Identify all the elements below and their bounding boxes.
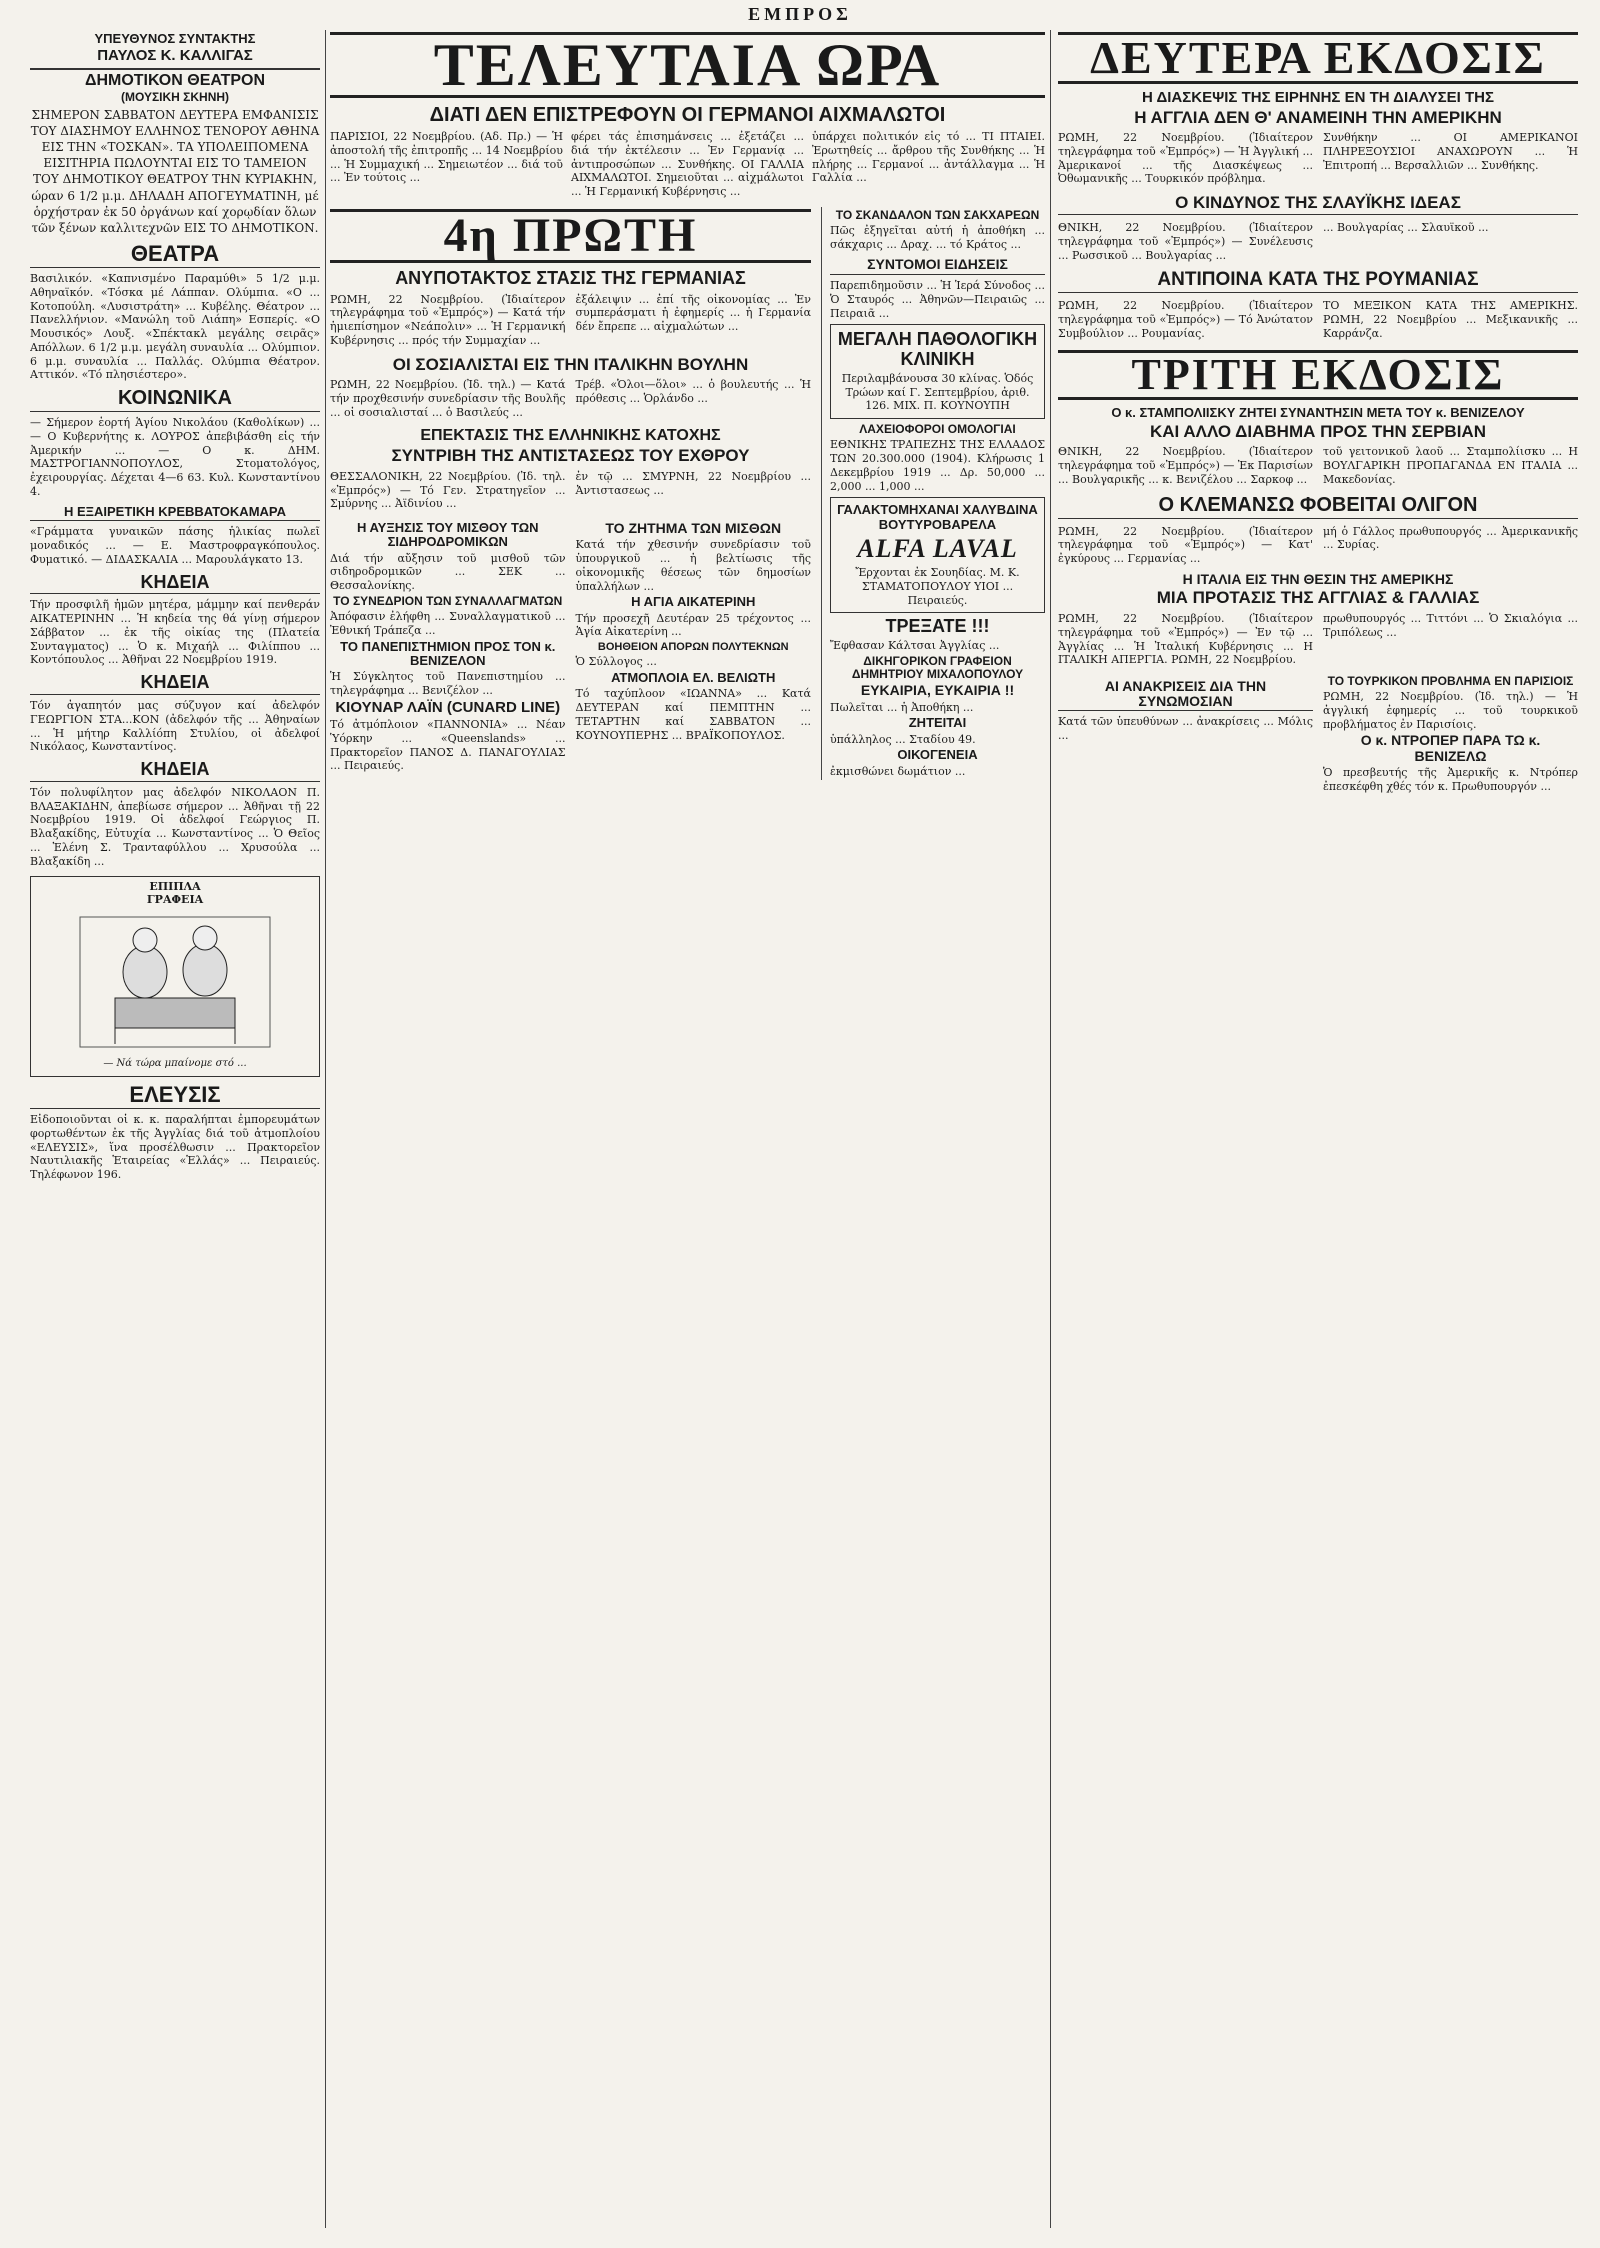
- kedia3-body: Τόν πολυφίλητον μας ἀδελφόν ΝΙΚΟΛΑΟΝ Π. ΒΛΑΞΑΚΙΔΗΝ, ἀπεβίωσε σήμερον ... Ἀθῆναι τῇ 22 Νοεμβρίου 1919. Οἱ ἀδελφοί Γεώργιος Π. Βλαξακίδης, Εὐτυχία ... Κωνσταντίνος ... Ὁ Θεῖος ... Ἑλένη Σ. Τρανταφύλλου ... Χρυσούλα ... Βλαξακίδη ...: [30, 785, 320, 868]
- clemenceau-headline: Ο ΚΛΕΜΑΝΣΩ ΦΟΒΕΙΤΑΙ ΟΛΙΓΟΝ: [1058, 495, 1578, 519]
- rail-wages-body: Διά τήν αὔξησιν τοῦ μισθοῦ τῶν σιδηροδρομικῶν ... ΣΕΚ ... Θεσσαλονίκης.: [330, 551, 566, 593]
- peace-conference-headline: Η ΔΙΑΣΚΕΨΙΣ ΤΗΣ ΕΙΡΗΝΗΣ ΕΝ ΤΗ ΔΙΑΛΥΣΕΙ ΤΗΣ: [1142, 89, 1494, 106]
- theatre-sub: (ΜΟΥΣΙΚΗ ΣΚΗΝΗ): [120, 90, 230, 105]
- serbia-headline: ΚΑΙ ΑΛΛΟ ΔΙΑΒΗΜΑ ΠΡΟΣ ΤΗΝ ΣΕΡΒΙΑΝ: [1150, 421, 1486, 441]
- droper-body: Ὁ πρεσβευτής τῆς Ἀμερικῆς κ. Ντρόπερ ἐπεσκέφθη χθές τόν κ. Πρωθυπουργόν ...: [1323, 766, 1578, 793]
- opportunity-headline: ΕΥΚΑΙΡΙΑ, ΕΥΚΑΙΡΙΑ !!: [860, 682, 1015, 699]
- sugar-scandal-headline: ΤΟ ΣΚΑΝΔΑΛΟΝ ΤΩΝ ΣΑΚΧΑΡΕΩΝ: [835, 207, 1040, 222]
- third-edition-title: ΤΡΙΤΗ ΕΚΔΟΣΙΣ: [1058, 350, 1578, 400]
- romania-body-2: ΤΟ ΜΕΞΙΚΟΝ ΚΑΤΑ ΤΗΣ ΑΜΕΡΙΚΗΣ. ΡΩΜΗ, 22 Νοεμβρίου ... Μεξικανικῆς ... Καρράνζα.: [1323, 299, 1578, 340]
- wanted-headline: ΖΗΤΕΙΤΑΙ: [908, 715, 967, 731]
- dairy-body: Ἔρχονται ἐκ Σουηδίας. Μ. Κ. ΣΤΑΜΑΤΟΠΟΥΛΟΥ ΥΙΟΙ ... Πειραιεύς.: [855, 566, 1020, 607]
- pows-body-2: φέρει τάς ἐπισημάνσεις ... ἐξετάζει ... διά τήν ἐκτέλεσιν ... Ἐν Γερμανίᾳ ... ἀντιπροσώπων ... Συνθήκης. ΟΙ ΓΑΛΛΙΑ ΑΙΧΜΑΛΩΤΟΙ. Σημειοῦται ... αἰχμάλωτοι ... Ἡ Γερμανική Κυβέρνησις ...: [571, 130, 804, 198]
- romania-headline: ΑΝΤΙΠΟΙΝΑ ΚΑΤΑ ΤΗΣ ΡΟΥΜΑΝΙΑΣ: [1058, 270, 1578, 293]
- theatres-heading: ΘΕΑΤΡΑ: [30, 242, 320, 268]
- germany-body-1: ΡΩΜΗ, 22 Νοεμβρίου. (Ἰδιαίτερον τηλεγράφημα τοῦ «Ἐμπρός») — Κατά τήν ἡμιεπίσημον «Νεάπολιν» ... Ἡ Γερμανική Κυβέρνησις ... πρός τήν Συμμαχίαν ...: [330, 292, 566, 347]
- relief-body: Ὁ Σύλλογος ...: [575, 655, 657, 669]
- editor-label: ΥΠΕΥΘΥΝΟΣ ΣΥΝΤΑΚΤΗΣ: [94, 31, 256, 46]
- second-edition-title: ΔΕΥΤΕΡΑ ΕΚΔΟΣΙΣ: [1058, 32, 1578, 84]
- england-headline: Η ΑΓΓΛΙΑ ΔΕΝ Θ' ΑΝΑΜΕΙΝΗ ΤΗΝ ΑΜΕΡΙΚΗΝ: [1134, 107, 1502, 127]
- social-body: — Σήμερον ἑορτή Ἁγίου Νικολάου (Καθολίκων) ... — Ο Κυβερνήτης κ. ΛΟΥΡΟΣ ἀπεβιβάσθη εἰς τήν Ἀμερικήν ... — Ο κ. ΔΗΜ. ΜΑΣΤΡΟΓΙΑΝΝΟΠΟΥΛΟΣ, Στοματολόγος, ἐχειρουργίας. Δέχεται 4—6 63. Κυλ. Κωνσταντίνου 4.: [30, 416, 320, 498]
- sugar-scandal-body: Πῶς ἐξηγεῖται αὐτή ἡ ἀποθήκη ... σάκχαρις ... Δραχ. ... τό Κράτος ...: [830, 223, 1045, 251]
- furniture-ad: [30, 876, 320, 1077]
- bonds-headline: ΛΑΧΕΙΟΦΟΡΟΙ ΟΜΟΛΟΓΙΑΙ: [859, 422, 1016, 437]
- theatres-body: Βασιλικόν. «Καπνισμένο Παραμύθι» 5 1/2 μ.μ. Αθηναϊκόν. «Τόσκα μέ Λάππαν. Ολύμπια. «Ο ... Κοτοπούλη. «Λυσιστράτη» ... Κυβέλης. Θέατρον ... Πανελλήνιον. «Μανώλη τοῦ Λιάπη» Εσπερίς. «Ο Μουσικός» Λουξ. «Σπέκτακλ μεγάλης σειρᾶς» Απόλλων. 6 1/2 μ.μ. μεγάλη συναυλία ... Ολύμπιον. 6 μ.μ. συναυλία ... Παλλάς. Ολύμπια Θέατρον. Αττικόν. «Τό πλησιέστερο».: [30, 272, 320, 382]
- cunard-headline: ΚΙΟΥΝΑΡ ΛΑΪΝ (CUNARD LINE): [335, 698, 561, 716]
- eleusis-body: Εἰδοποιοῦνται οἱ κ. κ. παραλήπται ἐμπορευμάτων φορτωθέντων ἐκ τῆς Ἀγγλίας διά τοῦ ἀτμοπλοίου «ΕΛΕΥΣΙΣ», ἵνα προσέλθωσιν ... Πρακτορεῖον Ναυτιλιακῆς Ἑταιρείας «Ἑλλάς» ... Πειραιεύς. Τηλέφωνον 196.: [30, 1113, 320, 1182]
- pows-body-1: ΠΑΡΙΣΙΟΙ, 22 Νοεμβρίου. (Αδ. Πρ.) — Ἡ ἀποστολή τῆς ἐπιτροπῆς ... 14 Νοεμβρίου ... Ἡ Συμμαχική ... Σημειωτέον ... διά τοῦ ... Ἐν τούτοις ...: [330, 130, 563, 185]
- column-rule: [1050, 30, 1051, 2228]
- beliotis-body: Τό ταχύπλοον «ΙΩΑΝΝΑ» ... Κατά ΔΕΥΤΕΡΑΝ καί ΠΕΜΠΤΗΝ ... ΤΕΤΑΡΤΗΝ καί ΣΑΒΒΑΤΟΝ ... ΚΟΥΝΟΥΠΕΡΗΣ ... ΒΡΑΪΚΟΠΟΥΛΟΣ.: [575, 687, 811, 742]
- dairy-headline: ΓΑΛΑΚΤΟΜΗΧΑΝΑΙ ΧΑΛΥΒΔΙΝΑ ΒΟΥΤΥΡΟΒΑΡΕΛΑ: [837, 502, 1038, 532]
- exchange-headline: ΤΟ ΣΥΝΕΔΡΙΟΝ ΤΩΝ ΣΥΝΑΛΛΑΓΜΑΤΩΝ: [333, 593, 563, 608]
- rail-wages-headline: Η ΑΥΞΗΣΙΣ ΤΟΥ ΜΙΣΘΟΥ ΤΩΝ ΣΙΔΗΡΟΔΡΟΜΙΚΩΝ: [356, 520, 539, 550]
- serbia-body-1: ΘΝΙΚΗ, 22 Νοεμβρίου. (Ἰδιαίτερον τηλεγράφημα τοῦ «Ἐμπρός») — Ἐκ Παρισίων ... Βουλγαρικῆς ... κ. Βενιζέλου ... Σαρκοφ ...: [1058, 445, 1313, 486]
- proposal-body-2: πρωθυπουργός ... Τιττόνι ... Ὁ Σκιαλόγια ... Τριπόλεως ...: [1323, 612, 1578, 639]
- wanted-body: ὑπάλληλος ... Σταδίου 49.: [830, 732, 976, 746]
- occupation-headline: ΕΠΕΚΤΑΣΙΣ ΤΗΣ ΕΛΛΗΝΙΚΗΣ ΚΑΤΟΧΗΣ: [420, 427, 721, 445]
- family-headline: ΟΙΚΟΓΕΝΕΙΑ: [897, 747, 978, 763]
- eleusis-heading: ΕΛΕΥΣΙΣ: [30, 1083, 320, 1109]
- clemenceau-body-1: ΡΩΜΗ, 22 Νοεμβρίου. (Ἰδιαίτερον τηλεγράφημα τοῦ «Ἐμπρός») — Κατ' ἐγκύρους ... Γερμανίας ...: [1058, 524, 1313, 566]
- investigations-headline: ΑΙ ΑΝΑΚΡΙΣΕΙΣ ΔΙΑ ΤΗΝ ΣΥΝΩΜΟΣΙΑΝ: [1058, 679, 1313, 711]
- run-headline: ΤΡΕΞΑΤΕ !!!: [885, 616, 990, 637]
- saint-catherine-headline: Η ΑΓΙΑ ΑΙΚΑΤΕΡΙΝΗ: [631, 594, 756, 610]
- cunard-body: Τό ἀτμόπλοιον «ΠΑΝΝΟΝΙΑ» ... Νέαν Ὑόρκην ... «Queenslands» ... Πρακτορεῖον ΠΑΝΟΣ Δ. ΠΑΝΑΓΟΥΛΙΑΣ ... Πειραιεύς.: [330, 718, 566, 773]
- england-body-2: Συνθήκην ... ΟΙ ΑΜΕΡΙΚΑΝΟΙ ΠΛΗΡΕΞΟΥΣΙΟΙ ΑΝΑΧΩΡΟΥΝ ... Ἡ Ἐπιτροπή ... Βερσαλλιῶν ... Συνθήκης.: [1323, 131, 1578, 172]
- last-hour-title: ΤΕΛΕΥΤΑΙΑ ΩΡΑ: [330, 32, 1045, 98]
- opportunity-body: Πωλεῖται ... ἡ Ἀποθήκη ...: [830, 700, 974, 714]
- kedia3-heading: ΚΗΔΕΙΑ: [30, 760, 320, 782]
- university-headline: ΤΟ ΠΑΝΕΠΙΣΤΗΜΙΟΝ ΠΡΟΣ ΤΟΝ κ. ΒΕΝΙΖΕΛΟΝ: [340, 638, 556, 668]
- run-body: Ἔφθασαν Κάλτσαι Ἀγγλίας ...: [830, 639, 1000, 653]
- exchange-body: Ἀπόφασιν ἐλήφθη ... Συναλλαγματικοῦ ... Ἐθνική Τράπεζα ...: [330, 610, 566, 637]
- stamboliyski-headline: Ο κ. ΣΤΑΜΠΟΛΙΙΣΚΥ ΖΗΤΕΙ ΣΥΝΑΝΤΗΣΙΝ ΜΕΤΑ ΤΟΥ κ. ΒΕΝΙΖΕΛΟΥ: [1111, 405, 1525, 421]
- column-rule: [325, 30, 326, 2228]
- socialists-headline: ΟΙ ΣΟΣΙΑΛΙΣΤΑΙ ΕΙΣ ΤΗΝ ΙΤΑΛΙΚΗΝ ΒΟΥΛΗΝ: [392, 354, 749, 374]
- ad-label-furniture: ΕΠΙΠΛΑ: [149, 880, 201, 894]
- law-office-headline: ΔΙΚΗΓΟΡΙΚΟΝ ΓΡΑΦΕΙΟΝ ΔΗΜΗΤΡΙΟΥ ΜΙΧΑΛΟΠΟΥΛΟΥ: [851, 653, 1024, 681]
- editor-name: ΠΑΥΛΟΣ Κ. ΚΑΛΛΙΓΑΣ: [30, 48, 320, 70]
- saint-catherine-body: Τήν προσεχῆ Δευτέραν 25 τρέχοντος ... Ἁγία Αἰκατερίνη ...: [575, 611, 811, 639]
- socialists-body-1: ΡΩΜΗ, 22 Νοεμβρίου. (Ἰδ. τηλ.) — Κατά τήν προχθεσινήν συνεδρίασιν τῆς Βουλῆς ... οἱ σοσιαλισταί ... ὁ Βασιλεύς ...: [330, 378, 566, 419]
- slavic-body-2: ... Βουλγαρίας ... Σλαυϊκοῦ ...: [1323, 221, 1489, 235]
- middle-column: [330, 30, 1045, 2228]
- germany-headline: ΑΝΥΠΟΤΑΚΤΟΣ ΣΤΑΣΙΣ ΤΗΣ ΓΕΡΜΑΝΙΑΣ: [395, 267, 746, 288]
- kedia-heading: ΚΗΔΕΙΑ: [30, 573, 320, 595]
- left-column: [30, 30, 320, 2228]
- proposal-headline: ΜΙΑ ΠΡΟΤΑΣΙΣ ΤΗΣ ΑΓΓΛΙΑΣ & ΓΑΛΛΙΑΣ: [1156, 588, 1480, 608]
- slavic-body-1: ΘΝΙΚΗ, 22 Νοεμβρίου. (Ἰδιαίτερον τηλεγράφημα τοῦ «Ἐμπρός») — Συνέλευσις ... Ρωσσικοῦ ... Βουλγαρίας ...: [1058, 221, 1313, 262]
- kedia2-body: Τόν ἀγαπητόν μας σύζυγον καί ἀδελφόν ΓΕΩΡΓΙΟΝ ΣΤΑ...ΚΟΝ (ἀδελφόν τῆς ... Ἀθηναίων ... Ἡ μήτηρ Καλλίόπη Στυλίου, οἱ ἀδελφοί Νικόλαος, Κωνσταντίνος.: [30, 699, 320, 754]
- clinic-headline: ΜΕΓΑΛΗ ΠΑΘΟΛΟΓΙΚΗ ΚΛΙΝΙΚΗ: [837, 329, 1038, 370]
- cartoon-illustration: [75, 912, 275, 1052]
- alfa-laval-brand: ALFA LAVAL: [857, 534, 1018, 563]
- clinic-body: Περιλαμβάνουσα 30 κλίνας. Ὁδός Τρώων καί Γ. Σεπτεμβρίου, ἀριθ. 126. ΜΙΧ. Π. ΚΟΥΝΟΥΠΗ: [841, 371, 1034, 413]
- university-body: Ἡ Σύγκλητος τοῦ Πανεπιστημίου ... τηλεγράφημα ... Βενιζέλον ...: [330, 670, 566, 697]
- apartment-body: «Γράμματα γυναικῶν πάσης ἡλικίας πωλεῖ μοναδικός ... — Ε. Μαστροφραγκόπουλος. Φυματικό. — ΔΙΔΑΣΚΑΛΙΑ ... Μαρουλάγκατο 13.: [30, 525, 320, 566]
- beliotis-headline: ΑΤΜΟΠΛΟΙΑ ΕΛ. ΒΕΛΙΩΤΗ: [611, 670, 776, 686]
- clemenceau-body-2: μή ὁ Γάλλος πρωθυπουργός ... Ἀμερικανικῆς ... Συρίας.: [1323, 524, 1578, 552]
- masthead: ΕΜΠΡΟΣ: [748, 4, 852, 24]
- serbia-body-2: τοῦ γειτονικοῦ λαοῦ ... Σταμπολίισκυ ... Η ΒΟΥΛΓΑΡΙΚΗ ΠΡΟΠΑΓΑΝΔΑ ΕΝ ΙΤΑΛΙΑ ... Μακεδονίας.: [1323, 445, 1578, 486]
- occupation-body-1: ΘΕΣΣΑΛΟΝΙΚΗ, 22 Νοεμβρίου. (Ἰδ. τηλ. «Ἐμπρός») — Τό Γεν. Στρατηγεῖον ... Σμύρνης ... Ἀϊδινίου ...: [330, 469, 566, 511]
- social-heading: ΚΟΙΝΩΝΙΚΑ: [30, 388, 320, 412]
- fourth-edition-title: 4η ΠΡΩΤΗ: [330, 209, 811, 263]
- kedia2-heading: ΚΗΔΕΙΑ: [30, 673, 320, 695]
- england-body-1: ΡΩΜΗ, 22 Νοεμβρίου. (Ἰδιαίτερον τηλεγράφημα τοῦ «Ἐμπρός») — Ἡ Ἀγγλική ... Ἀμερικανοί ... τῆς Διασκέψεως ... Ὀθωμανικῆς ... Τουρκικόν πρόβλημα.: [1058, 131, 1313, 186]
- kedia-body: Τήν προσφιλῆ ἡμῶν μητέρα, μάμμην καί πενθεράν ΑΙΚΑΤΕΡΙΝΗΝ ... Ἡ κηδεία της θά γίνῃ σήμερον Σάββατον ... ἐκ τῆς οἰκίας της (Πλατεία Συνταγματος) ... Ὁ κ. Μιχαήλ ... Φιλίππου ... Κοντόπουλος ... Ἀθῆναι 22 Νοεμβρίου 1919.: [30, 598, 320, 667]
- apartment-heading: Η ΕΞΑΙΡΕΤΙΚΗ ΚΡΕΒΒΑΤΟΚΑΜΑΡΑ: [30, 505, 320, 522]
- occupation-body-2: ἐν τῷ ... ΣΜΥΡΝΗ, 22 Νοεμβρίου ... Ἀντιστασεως ...: [575, 469, 811, 497]
- relief-headline: ΒΟΗΘΕΙΟΝ ΑΠΟΡΩΝ ΠΟΛΥΤΕΚΝΩΝ: [597, 641, 789, 654]
- brief-news-body: Παρεπιδημοῦσιν ... Ἡ Ἱερά Σύνοδος ... Ὁ Σταυρός ... Ἀθηνῶν—Πειραιῶς ... Πειραιᾶ ...: [830, 279, 1045, 320]
- occupation-subheadline: ΣΥΝΤΡΙΒΗ ΤΗΣ ΑΝΤΙΣΤΑΣΕΩΣ ΤΟΥ ΕΧΘΡΟΥ: [391, 446, 750, 466]
- salaries-headline: ΤΟ ΖΗΤΗΜΑ ΤΩΝ ΜΙΣΘΩΝ: [605, 520, 782, 537]
- cartoon-caption: — Νά τώρα μπαίνομε στό ...: [103, 1058, 247, 1070]
- salaries-body: Κατά τήν χθεσινήν συνεδρίασιν τοῦ ὑπουργικοῦ ... ἡ βελτίωσις τῆς οἰκονομικῆς θέσεως τῶν δημοσίων ὑπαλλήλων ...: [575, 538, 811, 593]
- turkish-problem-headline: ΤΟ ΤΟΥΡΚΙΚΟΝ ΠΡΟΒΛΗΜΑ ΕΝ ΠΑΡΙΣΙΟΙΣ: [1327, 674, 1574, 689]
- italy-headline: Η ΙΤΑΛΙΑ ΕΙΣ ΤΗΝ ΘΕΣΙΝ ΤΗΣ ΑΜΕΡΙΚΗΣ: [1182, 570, 1454, 587]
- right-column: [1058, 30, 1578, 2228]
- ad-label-office: ΓΡΑΦΕΙΑ: [146, 893, 204, 907]
- bonds-body: ΕΘΝΙΚΗΣ ΤΡΑΠΕΖΗΣ ΤΗΣ ΕΛΛΑΔΟΣ ΤΩΝ 20.300.000 (1904). Κλήρωσις 1 Δεκεμβρίου 1919 ... Δρ. 50,000 ... 2,000 ... 1,000 ...: [830, 438, 1045, 493]
- socialists-body-2: Τρέβ. «Ὁλοι—ὅλοι» ... ὁ βουλευτής ... Ἡ πρόθεσις ... Ὁρλάνδο ...: [575, 378, 811, 405]
- family-body: ἐκμισθώνει δωμάτιον ...: [830, 764, 966, 778]
- proposal-body-1: ΡΩΜΗ, 22 Νοεμβρίου. (Ἰδιαίτερον τηλεγράφημα τοῦ «Ἐμπρός») — Ἐν τῷ ... Ἀγγλίας ... Ἡ Ἰταλική Κυβέρνησις ... Η ΙΤΑΛΙΚΗ ΑΠΕΡΓΙΑ. ΡΩΜΗ, 22 Νοεμβρίου.: [1058, 612, 1313, 667]
- droper-headline: Ο κ. ΝΤΡΟΠΕΡ ΠΑΡΑ ΤΩ κ. ΒΕΝΙΖΕΛΩ: [1360, 732, 1541, 764]
- romania-body-1: ΡΩΜΗ, 22 Νοεμβρίου. (Ἰδιαίτερον τηλεγράφημα τοῦ «Ἐμπρός») — Τό Ἀνώτατον Συμβούλιον ... Ρουμανίας.: [1058, 299, 1313, 340]
- brief-news-headline: ΣΥΝΤΟΜΟΙ ΕΙΔΗΣΕΙΣ: [830, 257, 1045, 275]
- theatre-body: ΣΗΜΕΡΟΝ ΣΑΒΒΑΤΟΝ ΔΕΥΤΕΡΑ ΕΜΦΑΝΙΣΙΣ ΤΟΥ ΔΙΑΣΗΜΟΥ ΕΛΛΗΝΟΣ ΤΕΝΟΡΟΥ ΑΘΗΝΑ ΕΙΣ ΤΗΝ «ΤΟΣΚΑΝ». ΤΑ ΥΠΟΛΕΙΠΟΜΕΝΑ ΕΙΣΙΤΗΡΙΑ ΠΩΛΟΥΝΤΑΙ ΕΙΣ ΤΟ ΤΑΜΕΙΟΝ ΤΟΥ ΔΗΜΟΤΙΚΟΥ ΘΕΑΤΡΟΥ ΤΗΝ ΚΥΡΙΑΚΗΝ, ώραν 6 1/2 μ.μ. ΔΗΛΑΔΗ ΑΠΟΓΕΥΜΑΤΙΝΗ, μέ ὁρχήστραν ἐκ 50 ὀργάνων καί χορῳδίαν ὅλων τῶν ξένων καλλιτεχνῶν ΕΙΣ ΤΟ ΔΗΜΟΤΙΚΟΝ.: [30, 107, 320, 235]
- pows-body-3: ὑπάρχει πολιτικόν εἰς τό ... ΤΙ ΠΤΑΙΕΙ. Ἐρωτηθείς ... ἄρθρου τῆς Συνθήκης ... Ἡ πλήρης ... Γερμανοί ... ἀντάλλαγμα ... Ἡ Γαλλία ...: [812, 130, 1045, 185]
- slavic-headline: Ο ΚΙΝΔΥΝΟΣ ΤΗΣ ΣΛΑΥΪΚΗΣ ΙΔΕΑΣ: [1058, 194, 1578, 215]
- germany-body-2: ἐξάλειψιν ... ἐπί τῆς οἰκονομίας ... Ἐν συμπεράσματι ἡ ἐφημερίς ... ἡ Γερμανία δέν ἔπρεπε ... αἰχμαλώτων ...: [575, 292, 811, 334]
- investigations-body: Κατά τῶν ὑπευθύνων ... ἀνακρίσεις ... Μόλις ...: [1058, 715, 1313, 743]
- turkish-problem-body: ΡΩΜΗ, 22 Νοεμβρίου. (Ἰδ. τηλ.) — Ἡ ἀγγλική ἐφημερίς ... τοῦ τουρκικοῦ προβλήματος ἐν Παρισίοις.: [1323, 690, 1578, 731]
- theatre-title: ΔΗΜΟΤΙΚΟΝ ΘΕΑΤΡΟΝ: [84, 71, 266, 89]
- pows-headline: ΔΙΑΤΙ ΔΕΝ ΕΠΙΣΤΡΕΦΟΥΝ ΟΙ ΓΕΡΜΑΝΟΙ ΑΙΧΜΑΛΩΤΟΙ: [429, 104, 946, 126]
